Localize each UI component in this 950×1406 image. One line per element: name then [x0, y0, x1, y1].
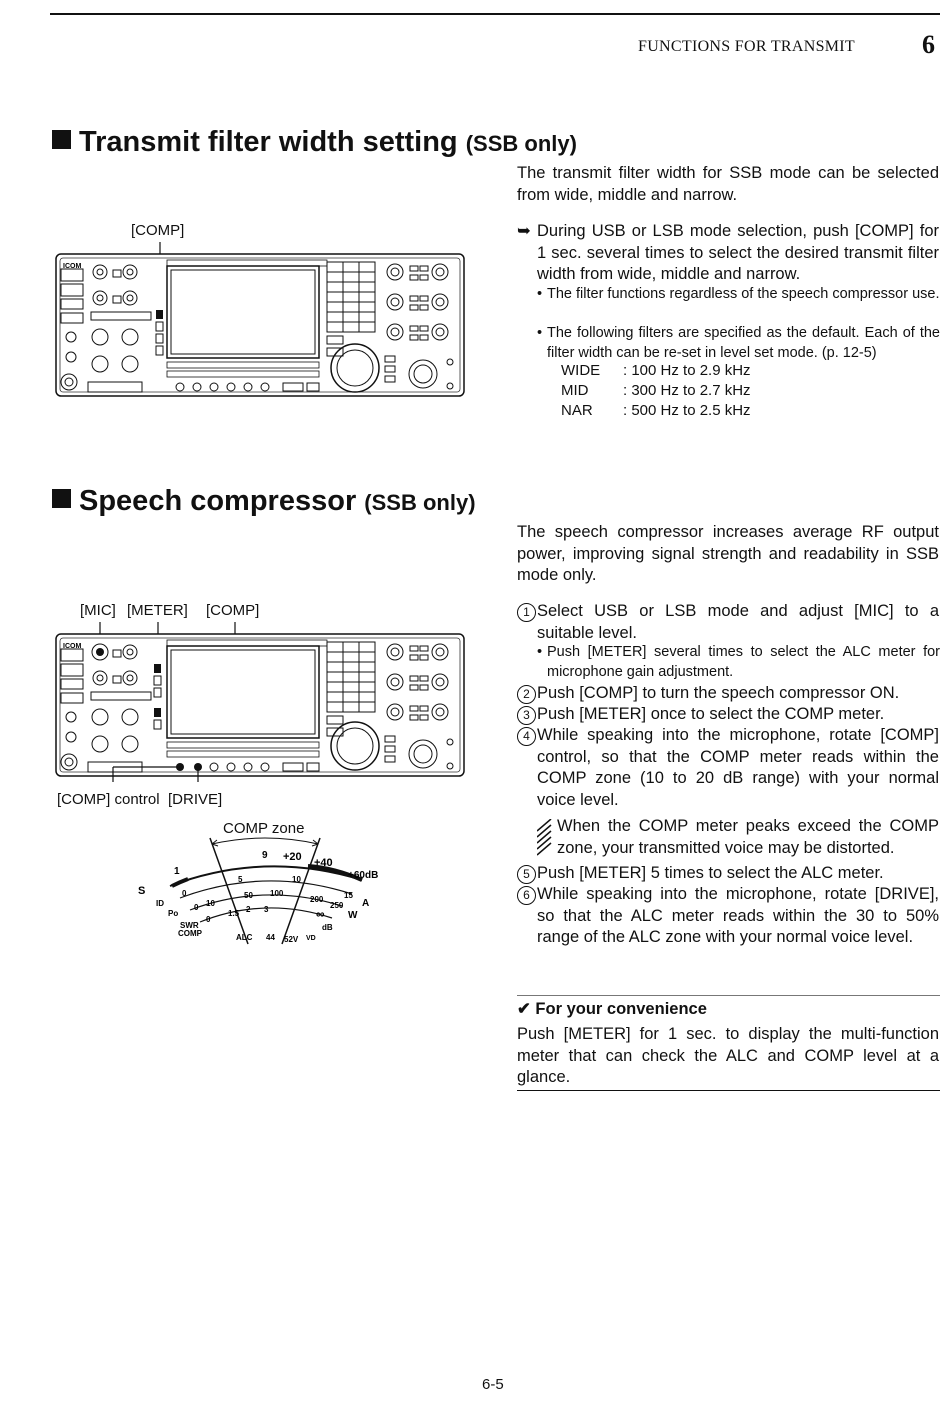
- svg-text:10: 10: [292, 875, 301, 884]
- step-1-bullet: • Push [METER] several times to select the ALC meter for microphone gain adjustment.: [537, 644, 940, 680]
- svg-text:ID: ID: [156, 899, 164, 908]
- step-5: 5 Push [METER] 5 times to select the ALC meter.: [517, 863, 939, 885]
- svg-text:+40: +40: [314, 857, 333, 869]
- svg-text:2: 2: [246, 905, 251, 914]
- svg-text:3: 3: [264, 905, 269, 914]
- svg-text:ALC: ALC: [236, 933, 253, 942]
- svg-text:COMP: COMP: [178, 929, 202, 938]
- svg-text:44: 44: [266, 933, 275, 942]
- svg-text:S: S: [138, 885, 146, 897]
- svg-text:15: 15: [344, 891, 353, 900]
- filter-mid-name: MID: [561, 382, 589, 399]
- step-4-note: When the COMP meter peaks exceed the COMP zone, your transmitted voice may be distorted.: [537, 816, 939, 859]
- step-6: 6 While speaking into the microphone, rotate [DRIVE], so that the ALC meter reads within the 30 to 50% range of the ALC zone with your normal voice level.: [517, 884, 939, 949]
- radio-front-panel-figure-2: [55, 620, 467, 792]
- fig1-comp-label: [COMP]: [131, 222, 185, 239]
- square-bullet-icon: [52, 489, 71, 508]
- convenience-text: Push [METER] for 1 sec. to display the multi-function meter that can check the ALC and COMP level at a glance.: [517, 1025, 939, 1087]
- fig2-meter-label: [METER]: [127, 602, 188, 619]
- svg-text:dB: dB: [322, 923, 333, 932]
- section2-title: Speech compressor (SSB only): [52, 485, 476, 518]
- svg-text:9: 9: [262, 850, 268, 861]
- svg-text:+20: +20: [283, 851, 302, 863]
- section1-intro: The transmit filter width for SSB mode can be selected from wide, middle and narrow.: [517, 164, 939, 204]
- svg-text:0: 0: [182, 889, 187, 898]
- convenience-title: ✔ For your convenience: [517, 1000, 707, 1018]
- step-number: 1: [517, 603, 536, 622]
- svg-text:1.5: 1.5: [228, 909, 240, 918]
- fig2-comp-label: [COMP]: [206, 602, 260, 619]
- svg-text:Po: Po: [168, 909, 179, 918]
- icom-logo: ICOM: [63, 643, 82, 650]
- svg-text:SWR: SWR: [180, 921, 199, 930]
- svg-text:52V: 52V: [284, 935, 299, 944]
- step-number: 3: [517, 706, 536, 725]
- svg-text:10: 10: [206, 899, 215, 908]
- step-4: 4 While speaking into the microphone, rotate [COMP] control, so that the COMP meter reads within the COMP zone (10 to 20 dB range) with your normal voice level.: [517, 725, 939, 811]
- step-2: 2 Push [COMP] to turn the speech compressor ON.: [517, 683, 939, 705]
- filter-mid-range: : 300 Hz to 2.7 kHz: [623, 382, 751, 399]
- svg-text:5: 5: [238, 875, 243, 884]
- svg-text:100: 100: [270, 889, 284, 898]
- svg-text:W: W: [348, 910, 358, 921]
- section1-step-text: During USB or LSB mode selection, push [COMP] for 1 sec. several times to select the desired transmit filter width from wide, middle and narrow.: [537, 222, 939, 284]
- svg-text:250: 250: [330, 901, 344, 910]
- filter-wide-range: : 100 Hz to 2.9 kHz: [623, 362, 751, 379]
- arrow-icon: ➥: [517, 222, 531, 240]
- fig2-drive-label: [DRIVE]: [168, 791, 223, 808]
- convenience-top-rule: [517, 995, 940, 996]
- svg-text:0: 0: [206, 915, 211, 924]
- multi-meter-figure: [130, 836, 400, 948]
- header-title: FUNCTIONS FOR TRANSMIT: [638, 38, 856, 55]
- convenience-bottom-rule: [517, 1090, 940, 1091]
- header-rule: [50, 13, 940, 15]
- svg-text:1: 1: [174, 866, 180, 877]
- filter-nar-range: : 500 Hz to 2.5 kHz: [623, 402, 751, 419]
- step-number: 6: [517, 886, 536, 905]
- radio-front-panel-figure-1: [55, 240, 467, 400]
- svg-text:A: A: [362, 898, 370, 909]
- svg-text:VD: VD: [306, 935, 316, 942]
- step-number: 4: [517, 727, 536, 746]
- caution-icon: [537, 819, 553, 857]
- section1-step: [517, 221, 939, 286]
- step-3: 3 Push [METER] once to select the COMP meter.: [517, 704, 939, 726]
- svg-text:50: 50: [244, 891, 253, 900]
- step-number: 2: [517, 685, 536, 704]
- chapter-number: 6: [922, 30, 935, 59]
- section1-bullet-2: • The following filters are specified as the default. Each of the filter width can be re-set in level set mode. (p. 12-5): [537, 325, 940, 361]
- step-1: 1 Select USB or LSB mode and adjust [MIC] to a suitable level.: [517, 601, 939, 644]
- section2-intro: The speech compressor increases average RF output power, improving signal strength and readability in SSB mode only.: [517, 523, 939, 585]
- svg-text:∞: ∞: [316, 907, 325, 921]
- fig2-comp-control-label: [COMP] control: [57, 791, 160, 808]
- comp-zone-label: COMP zone: [223, 820, 305, 837]
- section1-bullet-1: • The filter functions regardless of the speech compressor use.: [537, 286, 940, 302]
- step-number: 5: [517, 865, 536, 884]
- svg-text:0: 0: [194, 903, 199, 912]
- checkmark-icon: ✔: [517, 1000, 531, 1018]
- square-bullet-icon: [52, 130, 71, 149]
- svg-text:+60dB: +60dB: [348, 870, 379, 881]
- section1-title: Transmit filter width setting (SSB only): [52, 126, 577, 159]
- icom-logo: ICOM: [63, 263, 82, 270]
- svg-text:200: 200: [310, 895, 324, 904]
- page-number: 6-5: [482, 1376, 504, 1393]
- fig2-mic-label: [MIC]: [80, 602, 116, 619]
- filter-nar-name: NAR: [561, 402, 593, 419]
- filter-wide-name: WIDE: [561, 362, 601, 379]
